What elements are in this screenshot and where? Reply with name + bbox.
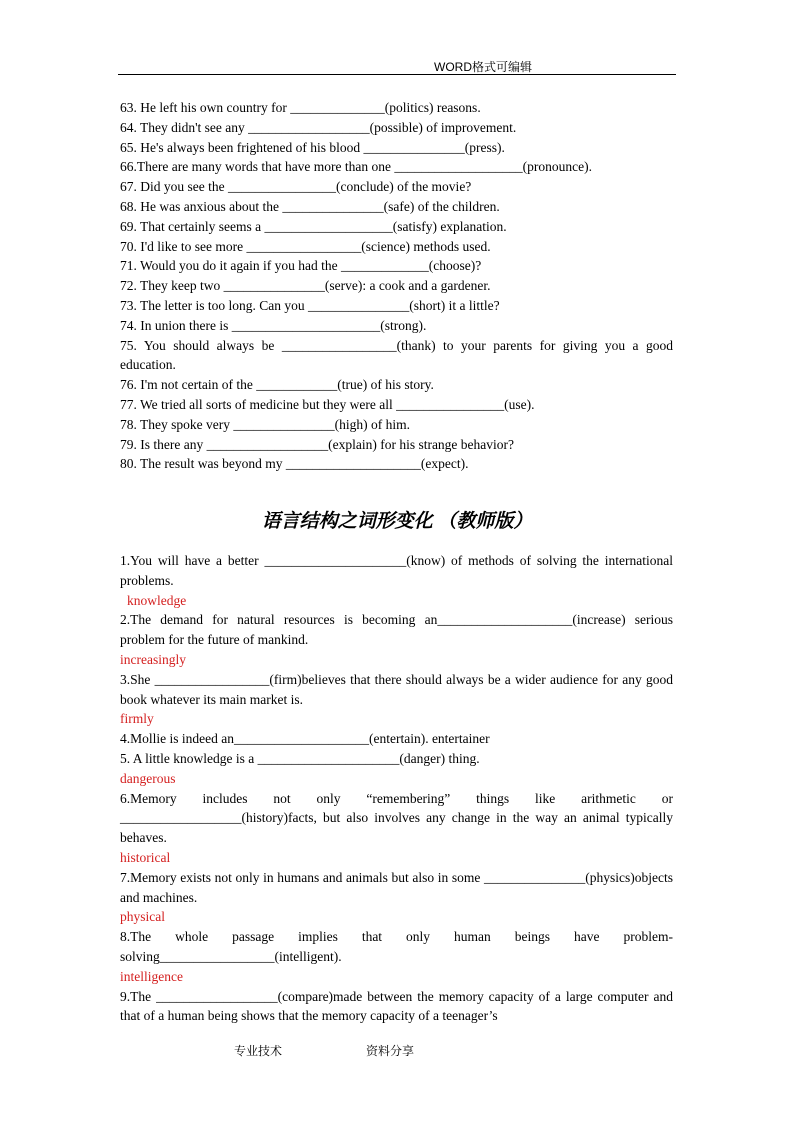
exercise-item: 67. Did you see the ________________(conclude) of the movie?: [120, 179, 472, 195]
exercise-item: 74. In union there is ______________________(strong).: [120, 317, 427, 333]
question-text: 1.You will have a better _____________________(know) of methods of solving the international problems.: [120, 553, 673, 588]
exercise-item: 69. That certainly seems a ___________________(satisfy) explanation.: [120, 218, 507, 234]
page-header: [118, 56, 676, 75]
exercise-item: 63. He left his own country for ______________(politics) reasons.: [120, 100, 481, 115]
answer-text: dangerous: [120, 770, 176, 786]
exercise-item: 78. They spoke very _______________(high) of him.: [120, 416, 410, 432]
exercise-item: 73. The letter is too long. Can you _______________(short) it a little?: [120, 297, 500, 313]
question-text: 9.The __________________(compare)made between the memory capacity of a large computer and that of a human being shows that the memory capacity of a teenager’s: [120, 988, 673, 1024]
footer-left: 专业技术: [234, 1044, 283, 1058]
question-text: 7.Memory exists not only in humans and animals but also in some _______________(physics)objects and machines.: [120, 869, 673, 905]
answer-text: historical: [120, 849, 171, 865]
question-text: 8.The whole passage implies that only human beings have problem-solving_________________(intelligent).: [120, 929, 673, 964]
footer-right: 资料分享: [366, 1044, 415, 1058]
answer-text: physical: [120, 909, 165, 925]
exercise-item: 72. They keep two _______________(serve): a cook and a gardener.: [120, 278, 491, 294]
exercise-item: 75. You should always be _________________(thank) to your parents for giving you a good education.: [120, 337, 673, 373]
question-text: 4.Mollie is indeed an____________________(entertain). entertainer: [120, 731, 490, 747]
exercise-item: 79. Is there any __________________(explain) for his strange behavior?: [120, 436, 515, 452]
exercise-item: 64. They didn't see any __________________(possible) of improvement.: [120, 119, 517, 135]
teacher-list: [120, 551, 673, 1026]
answer-text: firmly: [120, 711, 154, 727]
section-title: 语言结构之词形变化 （教师版）: [261, 511, 533, 532]
answer-text: intelligence: [120, 968, 183, 984]
exercise-item: 66.There are many words that have more than one ___________________(pronounce).: [120, 159, 592, 175]
header-text: WORD格式可编辑: [434, 60, 532, 74]
question-text: 2.The demand for natural resources is becoming an____________________(increase) serious problem for the future of mankind.: [120, 612, 673, 648]
exercise-item: 71. Would you do it again if you had the _____________(choose)?: [120, 258, 482, 274]
exercise-item: 70. I'd like to see more _________________(science) methods used.: [120, 238, 491, 254]
question-text: 6.Memory includes not only “remembering” things like arithmetic or __________________(history)facts, but also involves any change in the way an animal typically behaves.: [120, 790, 673, 846]
exercise-list: [120, 98, 673, 474]
exercise-item: 77. We tried all sorts of medicine but they were all ________________(use).: [120, 396, 535, 412]
exercise-item: 76. I'm not certain of the ____________(true) of his story.: [120, 377, 434, 393]
exercise-item: 68. He was anxious about the _______________(safe) of the children.: [120, 198, 500, 214]
answer-text: knowledge: [127, 592, 187, 608]
question-text: 3.She _________________(firm)believes that there should always be a wider audience for any good book whatever its main market is.: [120, 671, 673, 707]
exercise-item: 80. The result was beyond my ____________________(expect).: [120, 456, 469, 472]
question-text: 5. A little knowledge is a _____________________(danger) thing.: [120, 750, 480, 766]
answer-text: increasingly: [120, 651, 186, 667]
exercise-item: 65. He's always been frightened of his blood _______________(press).: [120, 139, 505, 155]
